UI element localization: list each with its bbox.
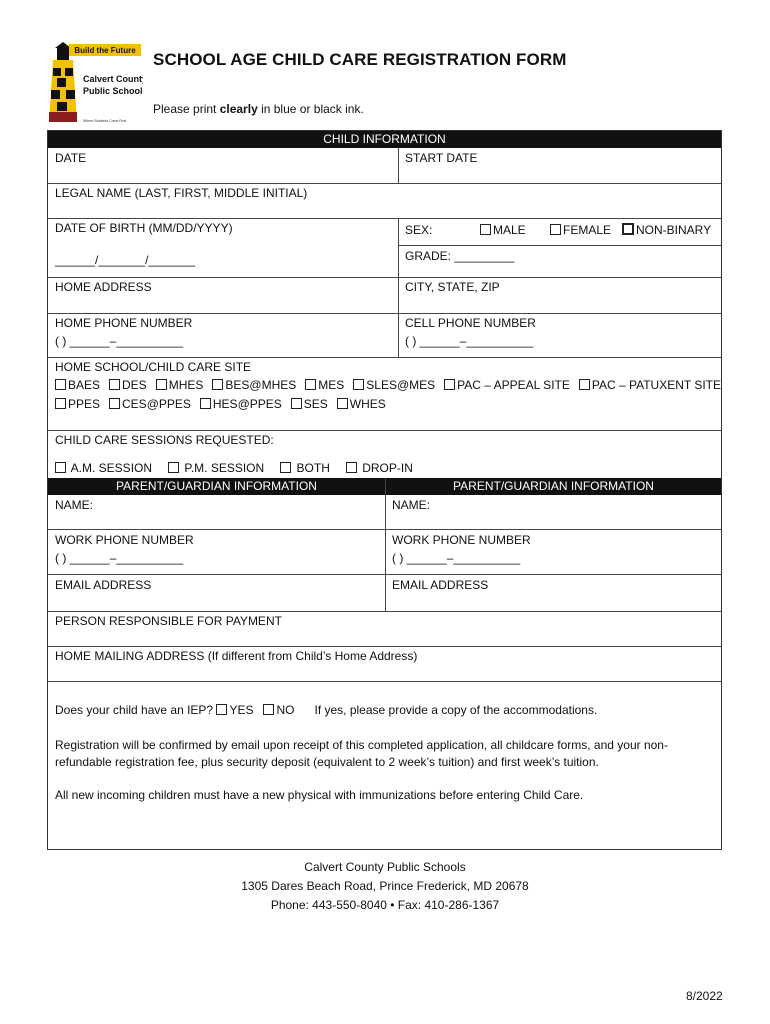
checkbox-icon[interactable]	[168, 462, 179, 473]
divider	[48, 313, 721, 314]
session-option-label: A.M. SESSION	[70, 461, 153, 475]
instructions-post: in blue or black ink.	[257, 102, 364, 116]
instructions-pre: Please print	[153, 102, 220, 116]
checkbox-icon[interactable]	[212, 379, 223, 390]
iep-question: Does your child have an IEP?	[55, 703, 214, 717]
parent-information-bar-left: PARENT/GUARDIAN INFORMATION	[48, 478, 385, 495]
parent-1-name-label: NAME:	[55, 498, 94, 512]
cell-phone-blank[interactable]: ( ) ______–__________	[405, 334, 534, 348]
divider	[48, 681, 721, 682]
checkbox-icon[interactable]	[280, 462, 291, 473]
parent-1-work-phone-blank[interactable]: ( ) ______–__________	[55, 551, 184, 565]
payment-label: PERSON RESPONSIBLE FOR PAYMENT	[55, 614, 282, 628]
sex-option-label: MALE	[493, 223, 526, 237]
parent-1-email-label: EMAIL ADDRESS	[55, 578, 152, 592]
site-option-label: MES	[318, 378, 345, 392]
site-option-label: BES@MHES	[225, 378, 297, 392]
session-options	[55, 461, 422, 475]
logo-tagline: Where Students Come First	[83, 119, 127, 123]
date-label: DATE	[55, 151, 87, 165]
site-option[interactable]	[156, 378, 204, 392]
footer-address: 1305 Dares Beach Road, Prince Frederick, MD 20678	[241, 879, 529, 893]
site-option[interactable]	[109, 378, 147, 392]
site-option-label: CES@PPES	[122, 397, 191, 411]
parent-2-email-label: EMAIL ADDRESS	[392, 578, 489, 592]
divider	[398, 148, 399, 184]
site-options-row-2	[55, 397, 395, 411]
site-option-label: SLES@MES	[366, 378, 436, 392]
checkbox-icon[interactable]	[156, 379, 167, 390]
logo-banner-text: Build the Future	[74, 46, 136, 55]
session-option-drop-in[interactable]	[346, 461, 413, 475]
site-option[interactable]	[55, 378, 100, 392]
footer-org: Calvert County Public Schools	[304, 860, 466, 874]
divider	[48, 646, 721, 647]
checkbox-icon[interactable]	[109, 379, 120, 390]
checkbox-icon[interactable]	[444, 379, 455, 390]
instructions	[153, 102, 364, 116]
parent-2-work-phone-label: WORK PHONE NUMBER	[392, 533, 531, 547]
iep-no-label: NO	[276, 703, 295, 717]
session-option-label: BOTH	[296, 461, 330, 475]
site-option[interactable]	[109, 397, 191, 411]
checkbox-icon[interactable]	[263, 704, 274, 715]
site-option-label: PPES	[68, 397, 101, 411]
site-option-label: SES	[303, 397, 328, 411]
session-option-both[interactable]	[280, 461, 330, 475]
site-label: HOME SCHOOL/CHILD CARE SITE	[55, 360, 252, 374]
mailing-address-label: HOME MAILING ADDRESS (If different from Child’s Home Address)	[55, 649, 418, 663]
site-option[interactable]	[200, 397, 282, 411]
session-option-label: DROP-IN	[362, 461, 413, 475]
site-option-label: PAC – APPEAL SITE	[457, 378, 570, 392]
iep-yes-option[interactable]	[216, 703, 253, 717]
sex-option-label: NON-BINARY	[636, 223, 712, 237]
session-option-am[interactable]	[55, 461, 152, 475]
checkbox-icon[interactable]	[55, 379, 66, 390]
sex-option-label: FEMALE	[563, 223, 612, 237]
sessions-label: CHILD CARE SESSIONS REQUESTED:	[55, 433, 274, 447]
checkbox-icon[interactable]	[55, 462, 66, 473]
checkbox-icon[interactable]	[216, 704, 227, 715]
site-option-label: WHES	[349, 397, 386, 411]
child-information-bar: CHILD INFORMATION	[48, 131, 721, 148]
site-option[interactable]	[337, 397, 386, 411]
divider	[48, 430, 721, 431]
registration-note: Registration will be confirmed by email upon receipt of this completed application, all childcare forms, and your non-refundable registration fee, plus security deposit (equivalent to 2 week’s tuition) and first week’s tuition.	[55, 738, 668, 769]
checkbox-icon[interactable]	[346, 462, 357, 473]
parent-information-bar-right: PARENT/GUARDIAN INFORMATION	[386, 478, 721, 495]
site-option[interactable]	[305, 378, 344, 392]
footer-phone: Phone: 443-550-8040 • Fax: 410-286-1367	[270, 898, 500, 912]
iep-followup: If yes, please provide a copy of the accommodations.	[314, 703, 598, 717]
site-option-label: HES@PPES	[212, 397, 282, 411]
registration-form	[47, 130, 722, 850]
iep-no-option[interactable]	[263, 703, 294, 717]
sex-option-female[interactable]	[550, 223, 611, 237]
home-phone-blank[interactable]: ( ) ______–__________	[55, 334, 184, 348]
start-date-label: START DATE	[405, 151, 478, 165]
checkbox-icon[interactable]	[109, 398, 120, 409]
legal-name-label: LEGAL NAME (LAST, FIRST, MIDDLE INITIAL)	[55, 186, 308, 200]
divider	[398, 218, 399, 357]
sex-option-male[interactable]	[480, 223, 526, 237]
parent-2-name-label: NAME:	[392, 498, 431, 512]
parent-2-work-phone-blank[interactable]: ( ) ______–__________	[392, 551, 521, 565]
home-address-label: HOME ADDRESS	[55, 280, 152, 294]
logo-org-text-2: Public Schools	[83, 86, 143, 96]
site-option[interactable]	[579, 378, 721, 392]
cell-phone-label: CELL PHONE NUMBER	[405, 316, 536, 330]
session-option-pm[interactable]	[168, 461, 264, 475]
site-option-label: MHES	[168, 378, 204, 392]
divider	[48, 277, 721, 278]
checkbox-icon[interactable]	[200, 398, 211, 409]
sex-option-non-binary[interactable]	[622, 223, 711, 237]
sex-label: SEX:	[405, 223, 433, 237]
home-phone-label: HOME PHONE NUMBER	[55, 316, 193, 330]
dob-label: DATE OF BIRTH (MM/DD/YYYY)	[55, 221, 233, 235]
iep-yes-label: YES	[229, 703, 254, 717]
site-options-row-1	[55, 378, 730, 392]
site-option[interactable]	[444, 378, 570, 392]
instructions-bold: clearly	[219, 102, 258, 116]
site-option-label: PAC – PATUXENT SITE	[591, 378, 721, 392]
logo-org-text-1: Calvert County	[83, 74, 143, 84]
site-option[interactable]	[212, 378, 296, 392]
iep-question-row	[55, 703, 597, 717]
divider	[48, 183, 721, 184]
parent-1-work-phone-label: WORK PHONE NUMBER	[55, 533, 194, 547]
site-option[interactable]	[353, 378, 435, 392]
divider	[385, 478, 386, 612]
checkbox-icon[interactable]	[622, 223, 634, 235]
site-option[interactable]	[291, 397, 328, 411]
grade-field[interactable]: GRADE: _________	[405, 249, 515, 263]
divider	[48, 218, 721, 219]
city-state-zip-label: CITY, STATE, ZIP	[405, 280, 500, 294]
form-title: SCHOOL AGE CHILD CARE REGISTRATION FORM	[153, 50, 567, 69]
checkbox-icon[interactable]	[550, 224, 561, 235]
checkbox-icon[interactable]	[353, 379, 364, 390]
site-option-label: BAES	[68, 378, 101, 392]
school-logo	[47, 42, 143, 128]
divider	[48, 357, 721, 358]
checkbox-icon[interactable]	[55, 398, 66, 409]
physical-note: All new incoming children must have a new physical with immunizations before entering Child Care.	[55, 788, 584, 802]
site-option[interactable]	[55, 397, 100, 411]
dob-blank[interactable]: ______/_______/_______	[55, 253, 196, 267]
checkbox-icon[interactable]	[337, 398, 348, 409]
site-option-label: DES	[122, 378, 147, 392]
divider	[398, 245, 721, 246]
revision-date: 8/2022	[686, 989, 723, 1003]
session-option-label: P.M. SESSION	[184, 461, 265, 475]
checkbox-icon[interactable]	[480, 224, 491, 235]
checkbox-icon[interactable]	[305, 379, 316, 390]
checkbox-icon[interactable]	[291, 398, 302, 409]
checkbox-icon[interactable]	[579, 379, 590, 390]
